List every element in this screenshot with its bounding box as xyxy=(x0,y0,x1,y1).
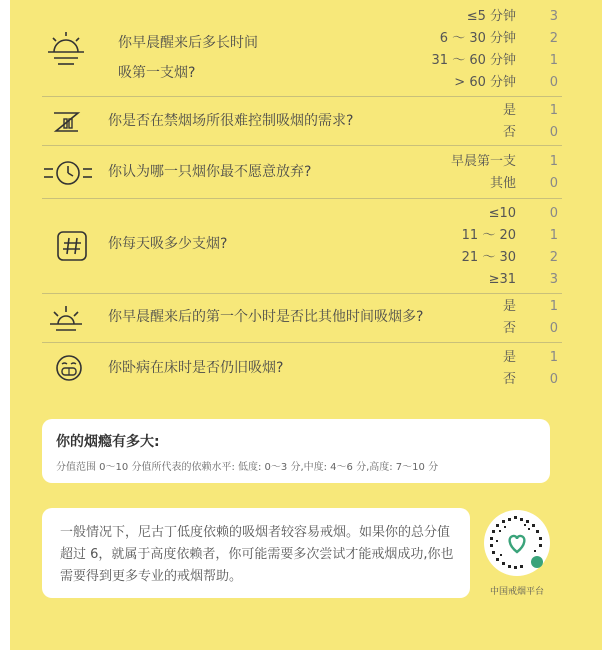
answer-option: ≤5 分钟 xyxy=(466,9,516,24)
question-row xyxy=(42,0,562,97)
question-text: 你卧病在床时是否仍旧吸烟? xyxy=(108,360,284,376)
morning-sun-icon xyxy=(48,302,84,334)
answer-option: 否 xyxy=(502,321,516,336)
answer-option: 11 ～ 20 xyxy=(461,228,516,243)
advice-text: 一般情况下，尼古丁低度依赖的吸烟者较容易戒烟。如果你的总分值超过 6，就属于高度依赖者，你可能需要多次尝试才能戒烟成功,你也需要得到更多专业的戒烟帮助。 xyxy=(60,525,454,584)
question-text: 你每天吸多少支烟? xyxy=(108,236,228,252)
answer-scores xyxy=(550,151,558,195)
answer-options xyxy=(503,347,516,391)
answer-option: 是 xyxy=(502,299,516,314)
qr-caption: 中国戒烟平台 xyxy=(489,587,544,597)
question-row xyxy=(42,294,562,343)
answer-scores xyxy=(550,203,558,291)
question-row xyxy=(42,146,562,199)
answer-scores xyxy=(550,347,558,391)
answer-score: 0 xyxy=(549,75,558,90)
answer-scores xyxy=(550,6,558,94)
question-row xyxy=(42,199,562,294)
answer-score: 1 xyxy=(549,154,558,169)
answer-score: 3 xyxy=(549,9,558,24)
question-row xyxy=(42,343,562,393)
answer-option: 否 xyxy=(502,125,516,140)
addiction-card-description: 分值范围 0～10 分值所代表的依赖水平: 低度: 0～3 分,中度: 4～6 分,高度: 7～10 分 xyxy=(56,462,439,473)
question-text: 你是否在禁烟场所很难控制吸烟的需求? xyxy=(108,113,354,129)
answer-score: 3 xyxy=(549,272,558,287)
answer-option: ≤10 xyxy=(488,206,516,221)
hash-icon xyxy=(56,230,88,262)
answer-score: 2 xyxy=(549,250,558,265)
answer-options xyxy=(503,296,516,340)
answer-option: > 60 分钟 xyxy=(454,75,516,90)
question-line: 吸第一支烟? xyxy=(118,65,196,81)
clock-icon xyxy=(42,158,94,188)
answer-score: 1 xyxy=(549,350,558,365)
answer-score: 0 xyxy=(549,372,558,387)
answer-options xyxy=(462,203,516,291)
answer-score: 1 xyxy=(549,228,558,243)
answer-option: 6 ～ 30 分钟 xyxy=(439,31,516,46)
question-row xyxy=(42,97,562,146)
answer-scores xyxy=(550,100,558,144)
answer-option: 21 ～ 30 xyxy=(461,250,516,265)
answer-score: 0 xyxy=(549,206,558,221)
answer-options xyxy=(432,6,516,94)
question-text: 你认为哪一只烟你最不愿意放弃? xyxy=(108,164,312,180)
qr-code-icon[interactable] xyxy=(484,510,550,576)
answer-options xyxy=(503,100,516,144)
answer-score: 0 xyxy=(549,176,558,191)
answer-score: 2 xyxy=(549,31,558,46)
answer-score: 1 xyxy=(549,299,558,314)
answer-option: 否 xyxy=(502,372,516,387)
addiction-card-title: 你的烟瘾有多大: xyxy=(56,434,160,450)
sunrise-icon xyxy=(46,30,86,70)
answer-option: 其他 xyxy=(489,176,516,191)
sick-face-icon xyxy=(54,353,84,383)
question-line: 你早晨醒来后多长时间 xyxy=(118,35,258,51)
question-text xyxy=(118,30,258,86)
answer-score: 0 xyxy=(549,125,558,140)
addiction-level-card xyxy=(42,419,550,483)
no-smoking-icon xyxy=(50,107,82,135)
answer-option: 31 ～ 60 分钟 xyxy=(431,53,516,68)
answer-score: 1 xyxy=(549,103,558,118)
answer-option: ≥31 xyxy=(488,272,516,287)
answer-option: 早晨第一支 xyxy=(450,154,516,169)
answer-score: 0 xyxy=(549,321,558,336)
answer-option: 是 xyxy=(502,103,516,118)
question-text: 你早晨醒来后的第一个小时是否比其他时间吸烟多? xyxy=(108,309,424,325)
answer-option: 是 xyxy=(502,350,516,365)
answer-options xyxy=(451,151,516,195)
advice-card xyxy=(42,508,470,598)
answer-score: 1 xyxy=(549,53,558,68)
answer-scores xyxy=(550,296,558,340)
